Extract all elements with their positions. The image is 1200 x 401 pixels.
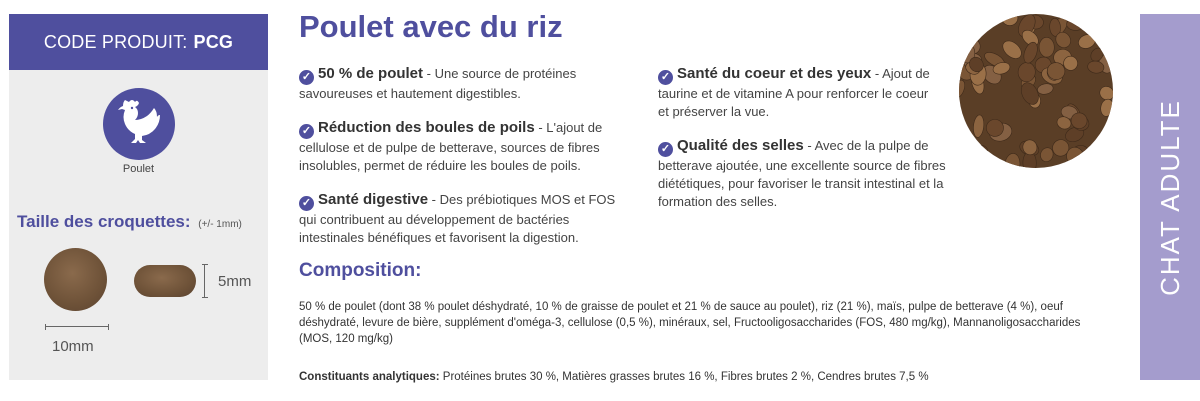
analytical-constituents	[299, 369, 1119, 385]
category-label-wrap	[1140, 14, 1200, 380]
benefit-text: - Ajout de taurine et de vitamine A pour renforcer le coeur et préserver la vue.	[658, 66, 930, 119]
benefit-item	[299, 119, 629, 175]
benefit-text: - L'ajout de cellulose et de pulpe de betterave, sources de fibres insolubles, permet de réduire les boules de poils.	[299, 120, 603, 173]
product-title: Poulet avec du riz	[299, 9, 563, 44]
check-icon: ✓	[299, 196, 314, 211]
kibble-tolerance: (+/- 1mm)	[198, 219, 242, 230]
check-icon: ✓	[299, 70, 314, 85]
kibble-side-view	[134, 265, 196, 297]
kibble-pellet	[959, 14, 984, 29]
kibble-photo	[959, 14, 1113, 168]
benefit-title: Réduction des boules de poils	[318, 119, 535, 136]
benefit-item	[658, 65, 936, 121]
benefit-title: Santé du coeur et des yeux	[677, 65, 872, 82]
kibble-pellet	[1067, 18, 1085, 30]
chicken-icon	[103, 88, 175, 160]
kibble-pellet	[1039, 37, 1055, 57]
benefit-item	[299, 191, 629, 247]
kibble-pellet	[1001, 14, 1019, 27]
check-icon: ✓	[299, 124, 314, 139]
check-icon: ✓	[658, 142, 673, 157]
kibble-pellet	[1083, 148, 1108, 168]
kibble-top-view	[44, 248, 107, 311]
composition-title: Composition:	[299, 260, 422, 281]
benefit-item	[658, 137, 973, 211]
kibble-size-title	[17, 212, 242, 232]
composition-text: 50 % de poulet (dont 38 % poulet déshydraté, 10 % de graisse de poulet et 21 % de sauce au poulet), riz (21 %), maïs, pulpe de betterave (4 %), oeuf déshydraté, levure de bière, supplément d'oméga-3, cellulose (0,5 %), minéraux, sel, Fructooligosaccharides (FOS, 480 mg/kg), Mannanoligosaccharides (MOS, 120 mg/kg)	[299, 301, 1081, 345]
category-label: CHAT ADULTE	[1154, 98, 1185, 296]
benefit-title: Qualité des selles	[677, 137, 804, 154]
kibble-pellet	[971, 14, 999, 28]
kibble-pellet	[1037, 82, 1054, 95]
protein-label: Poulet	[122, 163, 155, 175]
benefit-title: Santé digestive	[318, 191, 429, 208]
product-code-label: CODE PRODUIT:	[43, 31, 188, 52]
kibble-pellet	[963, 18, 980, 32]
check-icon: ✓	[658, 70, 673, 85]
benefit-item	[299, 65, 629, 103]
kibble-pellet	[1076, 32, 1097, 51]
benefit-text: - Des prébiotiques MOS et FOS qui contribuent au développement de bactéries intestinales bénéfiques et favorisent la digestion.	[299, 192, 616, 245]
width-dimension-line	[45, 324, 109, 330]
kibble-pellet	[1099, 98, 1113, 117]
benefit-text: - Avec de la pulpe de betterave ajoutée, une excellente source de fibres diététiques, pour favoriser le transit intestinal et la formation des selles.	[658, 138, 946, 209]
product-code-value: PCG	[193, 31, 234, 52]
height-dimension-line	[202, 264, 208, 298]
benefit-title: 50 % de poulet	[318, 65, 424, 82]
product-code-banner	[9, 14, 268, 70]
benefit-text: - Une source de protéines savoureuses et hautement digestibles.	[299, 66, 577, 101]
analytical-label: Constituants analytiques:	[299, 371, 440, 383]
kibble-pellet	[1004, 153, 1022, 168]
kibble-width-label: 10mm	[52, 338, 94, 355]
kibble-pellet	[999, 37, 1024, 62]
analytical-values: Protéines brutes 30 %, Matières grasses brutes 16 %, Fibres brutes 2 %, Cendres brutes 7,5 %	[439, 371, 929, 383]
kibble-height-label: 5mm	[218, 273, 252, 290]
kibble-size-label: Taille des croquettes:	[17, 212, 191, 231]
kibble-pellet	[959, 79, 967, 100]
kibble-pellet	[972, 114, 985, 138]
